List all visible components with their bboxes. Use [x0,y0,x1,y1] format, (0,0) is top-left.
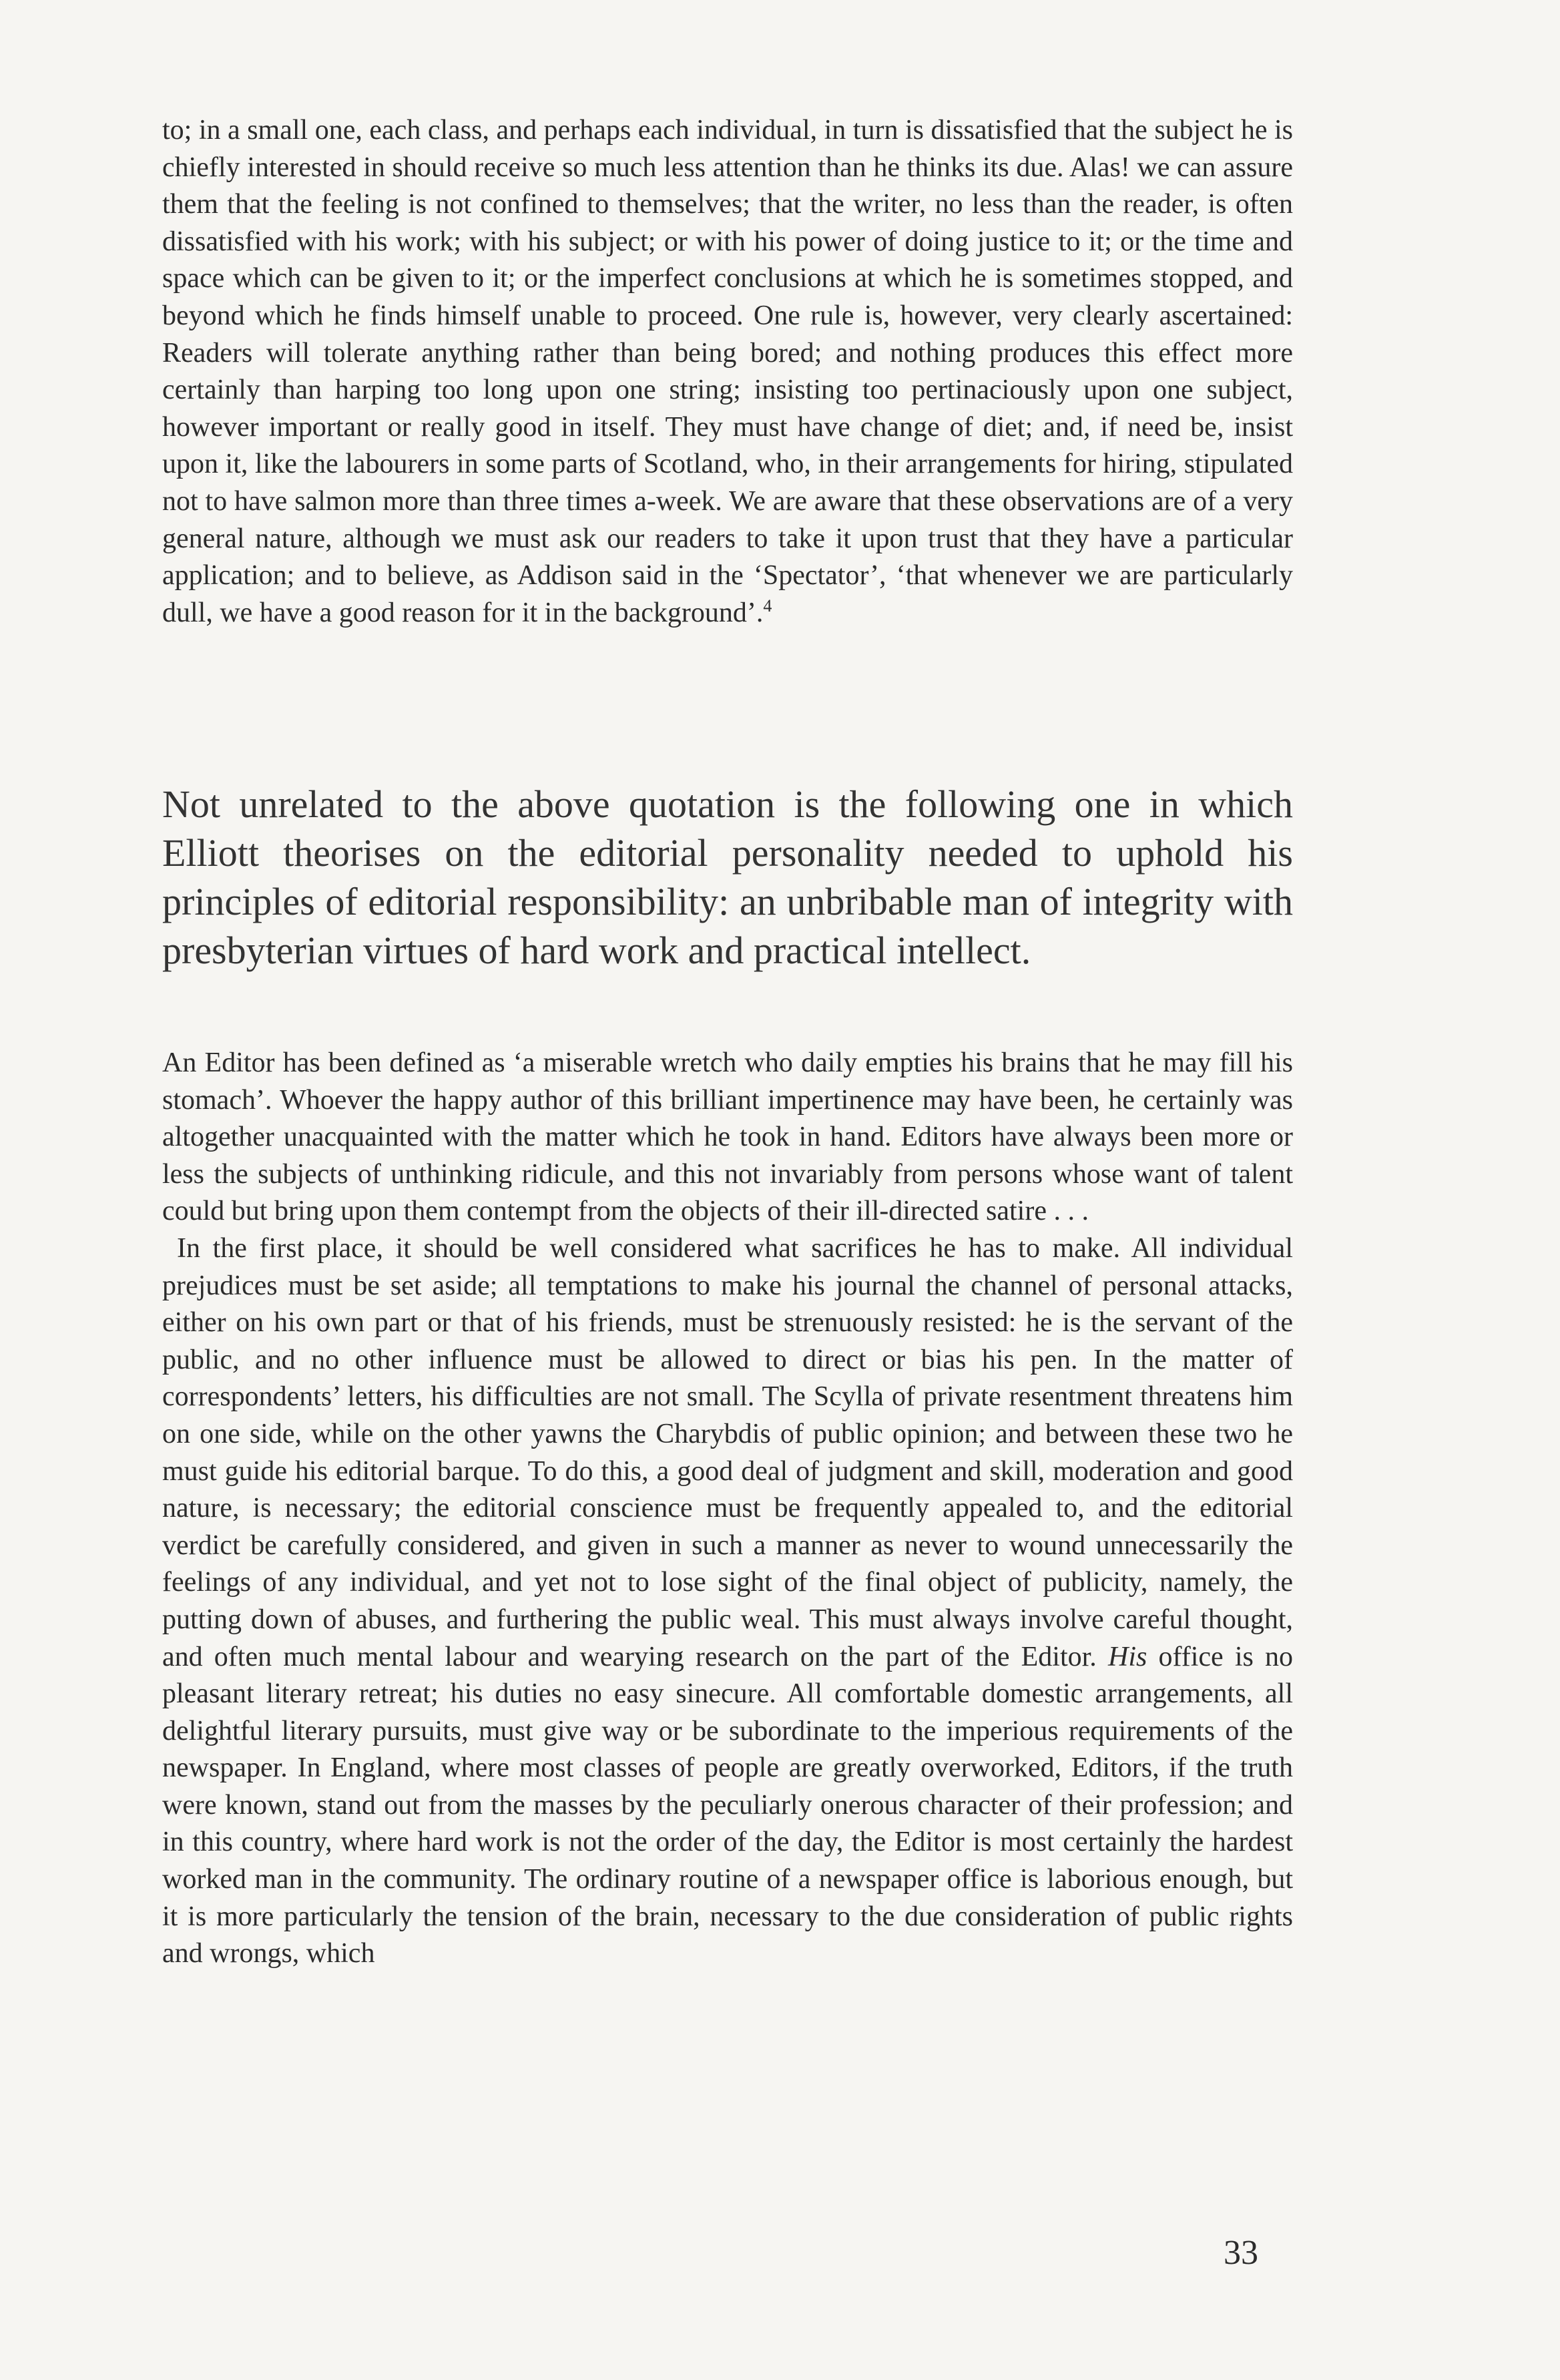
italic-emphasis: His [1107,1641,1147,1672]
paragraph-text-part-1: In the first place, it should be well considered what sacrifices he has to make. All individual prejudices must be set aside; all temptations to make his journal the channel of personal attacks, either on his own part or that of his friends, must be strenuously resisted: he is the servant of the public, and no other influence must be allowed to direct or bias his pen. In the matter of correspondents’ letters, his difficulties are not small. The Scylla of private resentment threatens him on one side, while on the other yawns the Charybdis of public opinion; and between these two he must guide his editorial barque. To do this, a good deal of judgment and skill, moderation and good nature, is necessary; the editorial conscience must be frequently appealed to, and the editorial verdict be carefully considered, and given in such a manner as never to wound unnecessarily the feelings of any individual, and yet not to lose sight of the final object of publicity, namely, the putting down of abuses, and furthering the public weal. This must always involve careful thought, and often much mental labour and wearying research on the part of the Editor. [162,1232,1293,1672]
paragraph-text-part-2: office is no pleasant literary retreat; his duties no easy sinecure. All comfortable domestic arrangements, all delightful literary pursuits, must give way or be subordinate to the imperious requirements of the newspaper. In England, where most classes of people are greatly overworked, Editors, if the truth were known, stand out from the masses by the peculiarly onerous character of their profession; and in this country, where hard work is not the order of the day, the Editor is most certainly the hardest worked man in the community. The ordinary routine of a newspaper office is laborious enough, but it is more particularly the tension of the brain, necessary to the due consideration of public rights and wrongs, which [162,1641,1294,1969]
commentary-paragraph: Not unrelated to the above quotation is the following one in which Elliott theorises on the editorial personality needed to uphold his principles of editorial responsibility: an unbribable man of integrity with presbyterian virtues of hard work and practical intellect. [162,782,1293,972]
block-quotation-top [162,112,1293,632]
quotation-paragraph-2 [162,1230,1293,1973]
quotation-paragraph-1: An Editor has been defined as ‘a miserable wretch who daily empties his brains that he may fill his stomach’. Whoever the happy author of this brilliant impertinence may have been, he certainly was altogether unacquainted with the matter which he took in hand. Editors have always been more or less the subjects of unthinking ridicule, and this not invariably from persons whose want of talent could but bring upon them contempt from the objects of their ill-directed satire . . . [162,1047,1293,1227]
page-number: 33 [1224,2234,1258,2272]
quotation-text: to; in a small one, each class, and perhaps each individual, in turn is dissatisfied that the subject he is chiefly interested in should receive so much less attention than he thinks its due. Alas! we can assure them that the feeling is not confined to themselves; that the writer, no less than the reader, is often dissatisfied with his work; with his subject; or with his power of doing justice to it; or the time and space which can be given to it; or the imperfect conclusions at which he is sometimes stopped, and beyond which he finds himself unable to proceed. One rule is, however, very clearly ascertained: Readers will tolerate anything rather than being bored; and nothing produces this effect more certainly than harping too long upon one string; insisting too pertinaciously upon one subject, however important or really good in itself. They must have change of diet; and, if need be, insist upon it, like the labourers in some parts of Scotland, who, in their arrangements for hiring, stipulated not to have salmon more than three times a-week. We are aware that these observations are of a very general nature, although we must ask our readers to take it upon trust that they have a particular application; and to believe, as Addison said in the ‘Spectator’, ‘that whenever we are particularly dull, we have a good reason for it in the background’. [162,115,1293,628]
block-quotation-editor [162,1045,1293,1973]
footnote-marker: 4 [763,596,772,616]
